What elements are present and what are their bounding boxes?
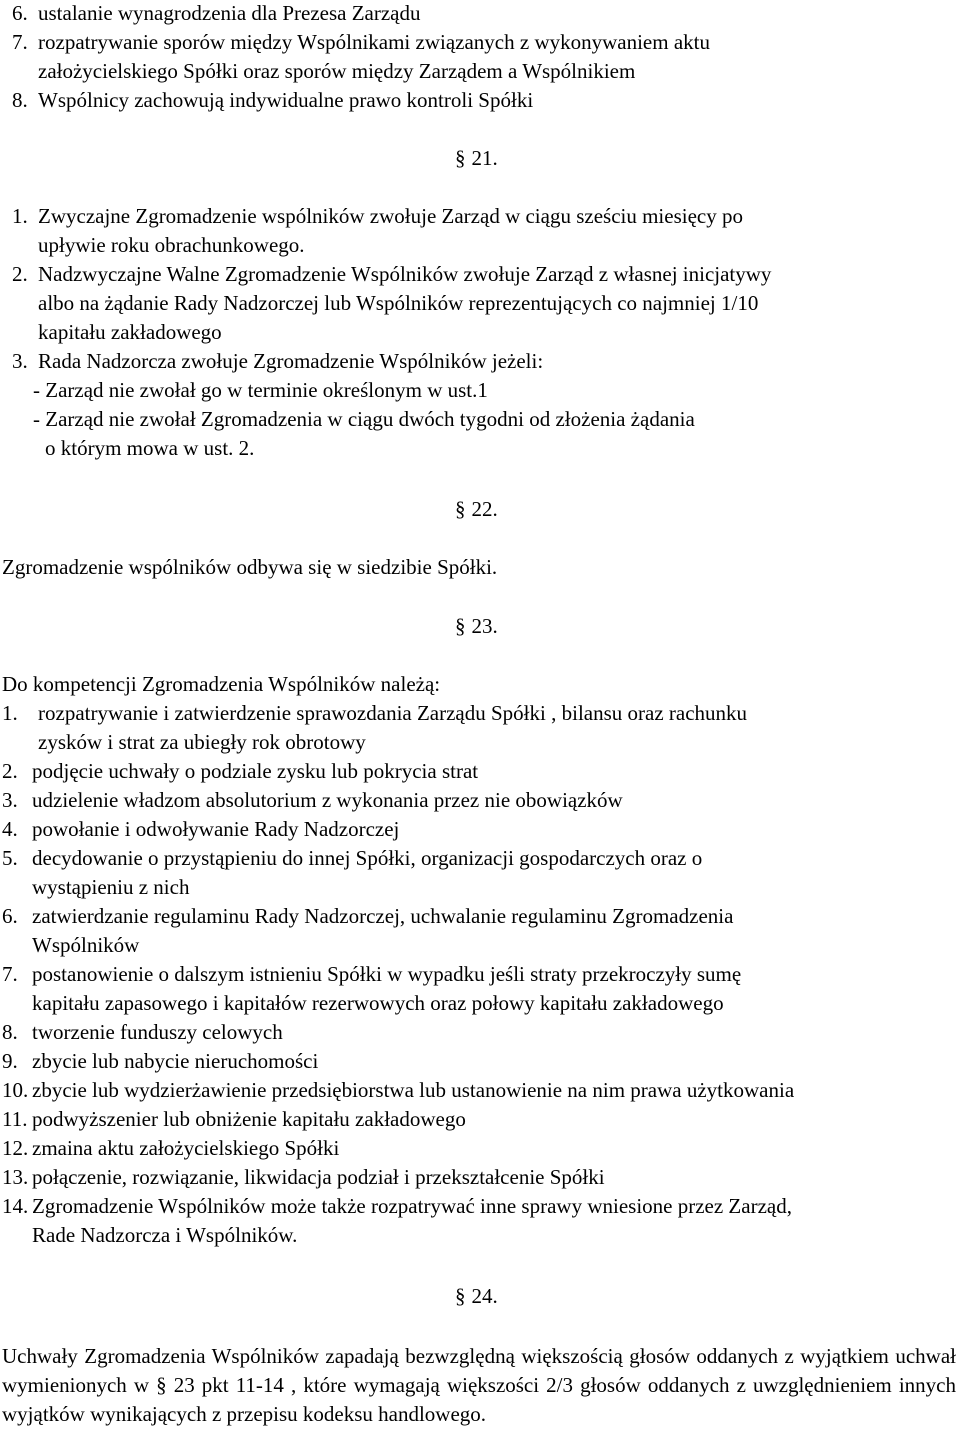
list-number: 6. [2,904,18,928]
section-intro: Do kompetencji Zgromadzenia Wspólników należą: [2,672,441,696]
list-item-text: założycielskiego Spółki oraz sporów między Zarządem a Wspólnikiem [38,59,636,83]
section-number: 21. [471,146,498,170]
list-item-text: upływie roku obrachunkowego. [38,233,305,257]
list-item-text: Nadzwyczajne Walne Zgromadzenie Wspólników zwołuje Zarząd z własnej inicjatywy [38,262,772,286]
list-item-text: rozpatrywanie sporów między Wspólnikami związanych z wykonywaniem aktu [38,30,710,54]
list-item-text: udzielenie władzom absolutorium z wykonania przez nie obowiązków [32,788,623,812]
list-item-text: Zwyczajne Zgromadzenie wspólników zwołuje Zarząd w ciągu sześciu miesięcy po [38,204,743,228]
section-number: 24. [471,1284,498,1308]
list-item-text: wystąpieniu z nich [32,875,190,899]
list-item-text: podjęcie uchwały o podziale zysku lub pokrycia strat [32,759,479,783]
list-item-text: kapitału zapasowego i kapitałów rezerwowych oraz połowy kapitału zakładowego [32,991,724,1015]
list-item-text: zatwierdzanie regulaminu Rady Nadzorczej, uchwalanie regulaminu Zgromadzenia [32,904,734,928]
list-number: 1. [12,204,28,228]
list-item-text: postanowienie o dalszym istnieniu Spółki w wypadku jeśli straty przekroczyły sumę [32,962,742,986]
section-heading-24 [455,1283,498,1309]
list-number: 5. [2,846,18,870]
list-item-text: Wspólników [32,933,140,957]
list-number: 2. [12,262,28,286]
list-number: 11. [2,1107,28,1131]
list-item-text: Rade Nadzorcza i Wspólników. [32,1223,298,1247]
section-sign: § [455,497,466,521]
section-sign: § [455,1284,466,1308]
list-number: 3. [12,349,28,373]
list-item-text: o którym mowa w ust. 2. [45,436,255,460]
list-item-text: albo na żądanie Rady Nadzorczej lub Wspólników reprezentujących co najmniej 1/10 [38,291,759,315]
section-sign: § [455,146,466,170]
list-number: 8. [12,88,28,112]
list-number: 1. [2,701,18,725]
list-item-text: rozpatrywanie i zatwierdzenie sprawozdania Zarządu Spółki , bilansu oraz rachunku [38,701,748,725]
section-sign: § [455,614,466,638]
list-item-text: ustalanie wynagrodzenia dla Prezesa Zarządu [38,1,421,25]
section-text: Zgromadzenie wspólników odbywa się w siedzibie Spółki. [2,555,498,579]
list-number: 3. [2,788,18,812]
section-number: 23. [471,614,498,638]
list-item-text: - Zarząd nie zwołał Zgromadzenia w ciągu dwóch tygodni od złożenia żądania [33,407,695,431]
list-item-text: połączenie, rozwiązanie, likwidacja podział i przekształcenie Spółki [32,1165,605,1189]
list-item-text: zbycie lub wydzierżawienie przedsiębiorstwa lub ustanowienie na nim prawa użytkowania [32,1078,795,1102]
list-number: 14. [2,1194,29,1218]
list-item-text: tworzenie funduszy celowych [32,1020,283,1044]
section-number: 22. [471,497,498,521]
list-item-text: powołanie i odwoływanie Rady Nadzorczej [32,817,400,841]
list-item-text: zmaina aktu założycielskiego Spółki [32,1136,340,1160]
list-number: 4. [2,817,18,841]
section-heading-21 [455,145,498,171]
list-item-text: zysków i strat za ubiegły rok obrotowy [38,730,366,754]
list-item-text: Zgromadzenie Wspólników może także rozpatrywać inne sprawy wniesione przez Zarząd, [32,1194,792,1218]
list-item-text: zbycie lub nabycie nieruchomości [32,1049,319,1073]
list-item-text: Rada Nadzorcza zwołuje Zgromadzenie Wspólników jeżeli: [38,349,544,373]
list-item-text: Wspólnicy zachowują indywidualne prawo kontroli Spółki [38,88,534,112]
section-heading-23 [455,613,498,639]
list-number: 12. [2,1136,29,1160]
list-item-text: podwyższenier lub obniżenie kapitału zakładowego [32,1107,466,1131]
list-number: 13. [2,1165,29,1189]
list-number: 9. [2,1049,18,1073]
list-number: 2. [2,759,18,783]
list-item-text: kapitału zakładowego [38,320,222,344]
list-number: 7. [12,30,28,54]
list-number: 8. [2,1020,18,1044]
list-number: 10. [2,1078,29,1102]
list-number: 6. [12,1,28,25]
section-heading-22 [455,496,498,522]
list-item-text: decydowanie o przystąpieniu do innej Spółki, organizacji gospodarczych oraz o [32,846,703,870]
section-paragraph: Uchwały Zgromadzenia Wspólników zapadają bezwzględną większością głosów oddanych z wyjątkiem uchwał wymienionych w § 23 pkt 11-14 , które wymagają większości 2/3 głosów oddanych z uwzględnieniem innych wyjątków wynikających z przepisu kodeksu handlowego. [2,1344,956,1426]
list-number: 7. [2,962,18,986]
list-item-text: - Zarząd nie zwołał go w terminie określonym w ust.1 [33,378,488,402]
